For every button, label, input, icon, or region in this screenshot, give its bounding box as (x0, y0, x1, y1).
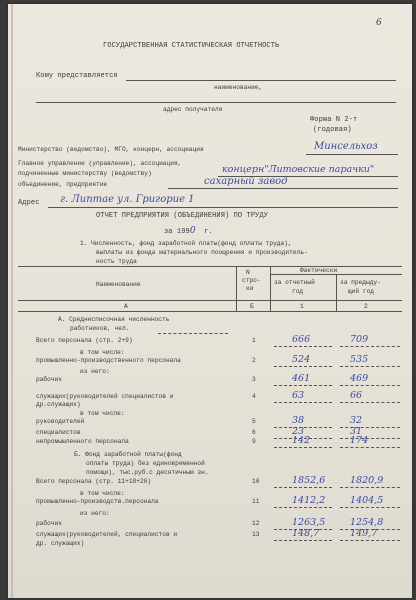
document-title: ГОСУДАРСТВЕННАЯ СТАТИСТИЧЕСКАЯ ОТЧЕТНОСТЬ (103, 42, 280, 50)
letter-2: 2 (364, 303, 368, 310)
row-actual-value: 1412,2 (292, 495, 326, 506)
association-line (168, 188, 398, 189)
row-prev-value: 1404,5 (350, 495, 384, 506)
row-code: 4 (252, 393, 256, 400)
address-value: г. Липтае ул. Григорие 1 (60, 194, 195, 205)
row-prev-underline (340, 402, 400, 403)
row-actual-value: 63 (292, 390, 305, 401)
row-label: Всего персонала (стр. 2+9) (36, 337, 133, 344)
ministry-value: Минсельхоз (314, 141, 378, 152)
table-top-rule (18, 266, 402, 267)
row-label: промышленно-производств.персонала (36, 498, 159, 505)
row-prev-underline (340, 427, 400, 428)
row-code: 12 (252, 520, 260, 527)
to-whom-label: Кому представляется (36, 72, 118, 80)
row-prev-underline (340, 438, 400, 439)
page-number: 6 (376, 18, 382, 28)
row-prev-value: 31 (350, 426, 363, 437)
ministry-label: Министерство (ведомство), МГО, концерн, ассоциация (18, 146, 204, 153)
row-label: А. Среднесписочная численность (58, 316, 170, 323)
name-caption: наименование, (214, 84, 263, 91)
row-label: в том числе: (80, 349, 125, 356)
row-prev-value: 1254,8 (350, 517, 384, 528)
row-prev-underline (340, 540, 400, 541)
table-actual-rule (270, 274, 402, 275)
table-col-sep-3 (336, 274, 337, 311)
col-header-code-2: стро- (242, 277, 261, 284)
to-whom-line (126, 80, 396, 81)
row-label: специалистов (36, 429, 81, 436)
row-actual-value: 38 (292, 415, 305, 426)
row-actual-underline (274, 507, 332, 508)
row-label: Всего персонала (стр. 11+18+20) (36, 478, 152, 485)
letter-b: Б (250, 303, 254, 310)
section-title-1: 1. Численность, фонд заработной платы(фонд оплаты труда), (80, 240, 292, 247)
margin-line (11, 4, 13, 598)
address-caption: адрес получателя (163, 106, 223, 113)
section-title-2: выплаты из фонда материального поощрения и производитель- (96, 249, 308, 256)
row-code: 10 (252, 478, 260, 485)
row-prev-underline (340, 366, 400, 367)
row-code: 3 (252, 376, 256, 383)
row-actual-value: 666 (292, 334, 311, 345)
row-label: рабочих (36, 376, 62, 383)
row-code: 2 (252, 357, 256, 364)
row-actual-value: 148,7 (292, 528, 320, 539)
row-code: 9 (252, 438, 256, 445)
row-prev-underline (340, 507, 400, 508)
row-prev-underline (340, 447, 400, 448)
row-label: рабочих (36, 520, 62, 527)
row-actual-value: 461 (292, 373, 311, 384)
row-label: в том числе: (80, 410, 125, 417)
row-label: оплаты труда) без единовременной (86, 460, 205, 467)
row-actual-underline (274, 385, 332, 386)
association-label: объединение, предприятие (18, 181, 108, 188)
col-header-name: Наименование (96, 281, 141, 288)
report-year: за 1990 г. (164, 226, 213, 236)
table-header-rule (18, 300, 402, 301)
col-header-code-1: N (246, 269, 250, 276)
row-label: работников, чел. (70, 325, 130, 332)
row-actual-value: 23 (292, 426, 305, 437)
row-prev-value: 149,7 (350, 528, 378, 539)
row-actual-underline (274, 346, 332, 347)
letter-a: А (124, 303, 128, 310)
row-label: служащих(руководителей специалистов и (36, 393, 174, 400)
name-line (36, 102, 396, 103)
table-col-sep-2 (270, 266, 271, 311)
row-prev-value: 174 (350, 435, 369, 446)
row-actual-value: 1852,6 (292, 475, 326, 486)
report-title: ОТЧЕТ ПРЕДПРИЯТИЯ (ОБЪЕДИНЕНИЯ) ПО ТРУДУ (96, 212, 269, 220)
row-prev-underline (340, 487, 400, 488)
subordinate-value: концерн"Литовские парачки" (222, 164, 375, 175)
row-prev-value: 709 (350, 334, 369, 345)
row-label: из него: (80, 368, 110, 375)
row-code: 6 (252, 429, 256, 436)
row-code: 13 (252, 531, 260, 538)
row-prev-value: 1820,9 (350, 475, 384, 486)
row-prev-value: 66 (350, 390, 363, 401)
address-label: Адрес (18, 199, 40, 207)
row-label: др.служащих) (36, 401, 81, 408)
form-label: Форма N 2-т (310, 116, 358, 124)
row-prev-value: 469 (350, 373, 369, 384)
row-prev-underline (340, 346, 400, 347)
col-header-prev-2: щий год (348, 288, 374, 295)
col-header-actual: Фактически (300, 267, 338, 274)
row-actual-underline (274, 366, 332, 367)
row-actual-value: 1263,5 (292, 517, 326, 528)
row-actual-value: 524 (292, 354, 311, 365)
row-label: непромышленного персонала (36, 438, 129, 445)
row-label: из него: (80, 510, 110, 517)
address-line (48, 207, 398, 208)
row-label: др. служащих) (36, 540, 85, 547)
col-header-code-3: ки (246, 285, 254, 292)
subordinate-label: подчиненные министерству (ведомству) (18, 170, 152, 177)
main-directorate-label: Главное управление (управление), ассоциация, (18, 160, 182, 167)
table-letters-rule (18, 311, 402, 312)
row-label: в том числе: (80, 490, 125, 497)
col-header-year-1: за отчетный (274, 279, 315, 286)
row-label: служащих(руководителей, специалистов и (36, 531, 178, 538)
row-label: Б. Фонд заработной платы(фонд (74, 451, 182, 458)
row-label: промышленно-производственного персонала (36, 357, 181, 364)
row-label: помощи), тыс.руб.с десятичным зн. (86, 469, 209, 476)
association-value: сахарный завод (204, 176, 288, 187)
row-code: 5 (252, 418, 256, 425)
row-actual-underline (274, 447, 332, 448)
row-actual-value: 142 (292, 435, 311, 446)
row-label: руководителей (36, 418, 85, 425)
row-actual-underline (274, 402, 332, 403)
ministry-line (306, 154, 398, 155)
form-period: (годовая) (313, 126, 352, 134)
section-title-3: ность труда (96, 258, 137, 265)
table-col-sep-1 (236, 266, 237, 311)
heading-underline (158, 333, 228, 334)
row-prev-value: 32 (350, 415, 363, 426)
col-header-year-2: год (292, 288, 304, 295)
document-page (8, 4, 412, 598)
col-header-prev-1: за предыду- (340, 279, 381, 286)
row-prev-value: 535 (350, 354, 369, 365)
letter-1: 1 (300, 303, 304, 310)
row-code: 1 (252, 337, 256, 344)
row-code: 11 (252, 498, 260, 505)
row-prev-underline (340, 385, 400, 386)
row-actual-underline (274, 487, 332, 488)
row-actual-underline (274, 540, 332, 541)
